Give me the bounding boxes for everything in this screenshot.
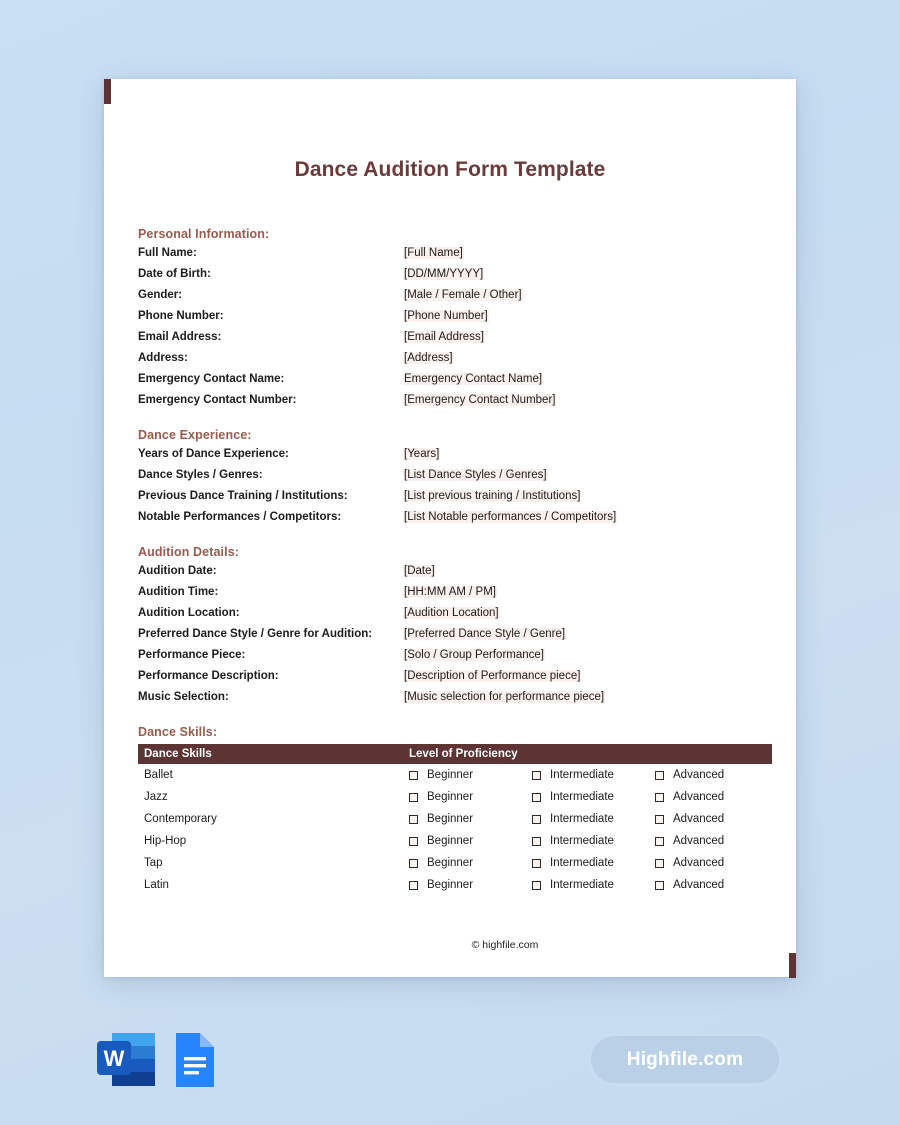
checkbox-icon[interactable] bbox=[409, 859, 418, 868]
checkbox-icon[interactable] bbox=[409, 815, 418, 824]
field-row-emergency-contact-name bbox=[138, 373, 778, 394]
field-row-years-of-dance-experience bbox=[138, 448, 778, 469]
skill-level-beginner[interactable] bbox=[403, 874, 526, 896]
skill-level-advanced[interactable] bbox=[649, 852, 772, 874]
skill-level-beginner[interactable] bbox=[403, 852, 526, 874]
checkbox-icon[interactable] bbox=[655, 771, 664, 780]
section-heading-dance-experience: Dance Experience: bbox=[138, 428, 252, 442]
field-row-preferred-dance-style bbox=[138, 628, 778, 649]
section-audition-details bbox=[138, 545, 778, 712]
field-row-performance-description bbox=[138, 670, 778, 691]
field-label: Emergency Contact Name: bbox=[138, 373, 285, 385]
column-header-dance-skills: Dance Skills bbox=[138, 744, 403, 764]
checkbox-icon[interactable] bbox=[655, 793, 664, 802]
skill-level-intermediate[interactable] bbox=[526, 808, 649, 830]
field-label: Audition Date: bbox=[138, 565, 217, 577]
spacer bbox=[138, 532, 778, 545]
field-value[interactable]: [Email Address] bbox=[404, 331, 484, 343]
level-label: Intermediate bbox=[550, 857, 614, 869]
skill-level-beginner[interactable] bbox=[403, 830, 526, 852]
field-row-previous-dance-training bbox=[138, 490, 778, 511]
level-label: Beginner bbox=[427, 857, 474, 869]
field-label: Emergency Contact Number: bbox=[138, 394, 297, 406]
field-value[interactable]: [Solo / Group Performance] bbox=[404, 649, 544, 661]
field-value[interactable]: [DD/MM/YYYY] bbox=[404, 268, 484, 280]
field-value[interactable]: [Years] bbox=[404, 448, 440, 460]
level-label: Advanced bbox=[673, 879, 725, 891]
spacer bbox=[138, 712, 778, 725]
skill-name: Hip-Hop bbox=[144, 835, 187, 847]
field-row-address bbox=[138, 352, 778, 373]
svg-text:W: W bbox=[103, 1046, 125, 1071]
field-value[interactable]: [Preferred Dance Style / Genre] bbox=[404, 628, 566, 640]
level-label: Advanced bbox=[673, 857, 725, 869]
table-row bbox=[138, 852, 772, 874]
field-value[interactable]: Emergency Contact Name] bbox=[404, 373, 543, 385]
skill-level-advanced[interactable] bbox=[649, 830, 772, 852]
table-row bbox=[138, 874, 772, 896]
level-label: Beginner bbox=[427, 791, 474, 803]
field-label: Phone Number: bbox=[138, 310, 224, 322]
highfile-brand-button[interactable] bbox=[591, 1036, 779, 1083]
checkbox-icon[interactable] bbox=[655, 815, 664, 824]
field-row-audition-time bbox=[138, 586, 778, 607]
field-value[interactable]: [Full Name] bbox=[404, 247, 463, 259]
field-label: Preferred Dance Style / Genre for Audition: bbox=[138, 628, 373, 640]
field-value[interactable]: [Music selection for performance piece] bbox=[404, 691, 605, 703]
skill-name: Tap bbox=[144, 857, 163, 869]
checkbox-icon[interactable] bbox=[655, 837, 664, 846]
field-label: Performance Piece: bbox=[138, 649, 246, 661]
field-label: Address: bbox=[138, 352, 188, 364]
column-header-level-of-proficiency: Level of Proficiency bbox=[403, 744, 772, 764]
page-title: Dance Audition Form Template bbox=[294, 158, 606, 181]
skill-level-advanced[interactable] bbox=[649, 786, 772, 808]
field-label: Email Address: bbox=[138, 331, 222, 343]
dance-skills-table bbox=[138, 744, 772, 896]
level-label: Beginner bbox=[427, 879, 474, 891]
field-label: Notable Performances / Competitors: bbox=[138, 511, 342, 523]
skill-level-beginner[interactable] bbox=[403, 808, 526, 830]
footer-copyright: © highfile.com bbox=[471, 939, 539, 951]
field-value[interactable]: [Description of Performance piece] bbox=[404, 670, 581, 682]
field-value[interactable]: [Male / Female / Other] bbox=[404, 289, 522, 301]
skill-name: Jazz bbox=[144, 791, 168, 803]
section-heading-dance-skills: Dance Skills: bbox=[138, 725, 218, 739]
field-value[interactable]: [List previous training / Institutions] bbox=[404, 490, 581, 502]
field-row-date-of-birth bbox=[138, 268, 778, 289]
section-personal-information bbox=[138, 227, 778, 415]
skill-name: Latin bbox=[144, 879, 169, 891]
skill-level-intermediate[interactable] bbox=[526, 830, 649, 852]
field-value[interactable]: [Emergency Contact Number] bbox=[404, 394, 556, 406]
field-row-emergency-contact-number bbox=[138, 394, 778, 415]
level-label: Intermediate bbox=[550, 879, 614, 891]
table-header-row bbox=[138, 744, 772, 764]
checkbox-icon[interactable] bbox=[532, 793, 541, 802]
skill-level-advanced[interactable] bbox=[649, 764, 772, 786]
field-row-audition-date bbox=[138, 565, 778, 586]
brand-button-label: Highfile.com bbox=[626, 1048, 744, 1070]
skill-level-intermediate[interactable] bbox=[526, 764, 649, 786]
checkbox-icon[interactable] bbox=[409, 837, 418, 846]
field-row-phone-number bbox=[138, 310, 778, 331]
field-value[interactable]: [HH:MM AM / PM] bbox=[404, 586, 496, 598]
field-label: Full Name: bbox=[138, 247, 197, 259]
section-dance-experience bbox=[138, 428, 778, 532]
table-row bbox=[138, 830, 772, 852]
checkbox-icon[interactable] bbox=[655, 881, 664, 890]
field-value[interactable]: [Address] bbox=[404, 352, 453, 364]
level-label: Advanced bbox=[673, 835, 725, 847]
field-label: Audition Location: bbox=[138, 607, 240, 619]
field-label: Dance Styles / Genres: bbox=[138, 469, 263, 481]
field-row-performance-piece bbox=[138, 649, 778, 670]
google-docs-icon[interactable] bbox=[170, 1027, 220, 1093]
field-label: Years of Dance Experience: bbox=[138, 448, 289, 460]
checkbox-icon[interactable] bbox=[409, 793, 418, 802]
level-label: Beginner bbox=[427, 813, 474, 825]
field-row-music-selection bbox=[138, 691, 778, 712]
field-label: Performance Description: bbox=[138, 670, 279, 682]
level-label: Advanced bbox=[673, 769, 725, 781]
field-label: Previous Dance Training / Institutions: bbox=[138, 490, 348, 502]
skill-name: Contemporary bbox=[144, 813, 217, 825]
checkbox-icon[interactable] bbox=[532, 881, 541, 890]
field-label: Music Selection: bbox=[138, 691, 229, 703]
field-row-full-name bbox=[138, 247, 778, 268]
spacer bbox=[138, 415, 778, 428]
level-label: Beginner bbox=[427, 769, 474, 781]
level-label: Advanced bbox=[673, 813, 725, 825]
field-row-gender bbox=[138, 289, 778, 310]
checkbox-icon[interactable] bbox=[532, 815, 541, 824]
form-body bbox=[138, 227, 778, 896]
skill-level-intermediate[interactable] bbox=[526, 852, 649, 874]
microsoft-word-icon[interactable] bbox=[95, 1027, 157, 1093]
checkbox-icon[interactable] bbox=[409, 881, 418, 890]
field-row-notable-performances bbox=[138, 511, 778, 532]
level-label: Intermediate bbox=[550, 813, 614, 825]
checkbox-icon[interactable] bbox=[655, 859, 664, 868]
field-value[interactable]: [Audition Location] bbox=[404, 607, 499, 619]
level-label: Intermediate bbox=[550, 769, 614, 781]
skill-name: Ballet bbox=[144, 769, 173, 781]
field-row-audition-location bbox=[138, 607, 778, 628]
field-value[interactable]: [List Dance Styles / Genres] bbox=[404, 469, 547, 481]
section-dance-skills bbox=[138, 725, 778, 896]
skill-level-intermediate[interactable] bbox=[526, 786, 649, 808]
table-row bbox=[138, 808, 772, 830]
checkbox-icon[interactable] bbox=[532, 771, 541, 780]
field-label: Gender: bbox=[138, 289, 183, 301]
field-value[interactable]: [Date] bbox=[404, 565, 435, 577]
field-value[interactable]: [Phone Number] bbox=[404, 310, 488, 322]
table-body bbox=[138, 764, 772, 896]
checkbox-icon[interactable] bbox=[532, 837, 541, 846]
skill-level-intermediate[interactable] bbox=[526, 874, 649, 896]
level-label: Intermediate bbox=[550, 791, 614, 803]
skill-level-beginner[interactable] bbox=[403, 764, 526, 786]
field-label: Audition Time: bbox=[138, 586, 219, 598]
checkbox-icon[interactable] bbox=[409, 771, 418, 780]
skill-level-beginner[interactable] bbox=[403, 786, 526, 808]
document-content bbox=[104, 79, 796, 977]
level-label: Intermediate bbox=[550, 835, 614, 847]
table-row bbox=[138, 786, 772, 808]
section-heading-personal-information: Personal Information: bbox=[138, 227, 270, 241]
level-label: Advanced bbox=[673, 791, 725, 803]
skill-level-advanced[interactable] bbox=[649, 874, 772, 896]
field-row-dance-styles-genres bbox=[138, 469, 778, 490]
table-header bbox=[138, 744, 772, 764]
level-label: Beginner bbox=[427, 835, 474, 847]
checkbox-icon[interactable] bbox=[532, 859, 541, 868]
section-heading-audition-details: Audition Details: bbox=[138, 545, 240, 559]
table-row bbox=[138, 764, 772, 786]
field-row-email-address bbox=[138, 331, 778, 352]
field-label: Date of Birth: bbox=[138, 268, 211, 280]
field-value[interactable]: [List Notable performances / Competitors] bbox=[404, 511, 617, 523]
skill-level-advanced[interactable] bbox=[649, 808, 772, 830]
